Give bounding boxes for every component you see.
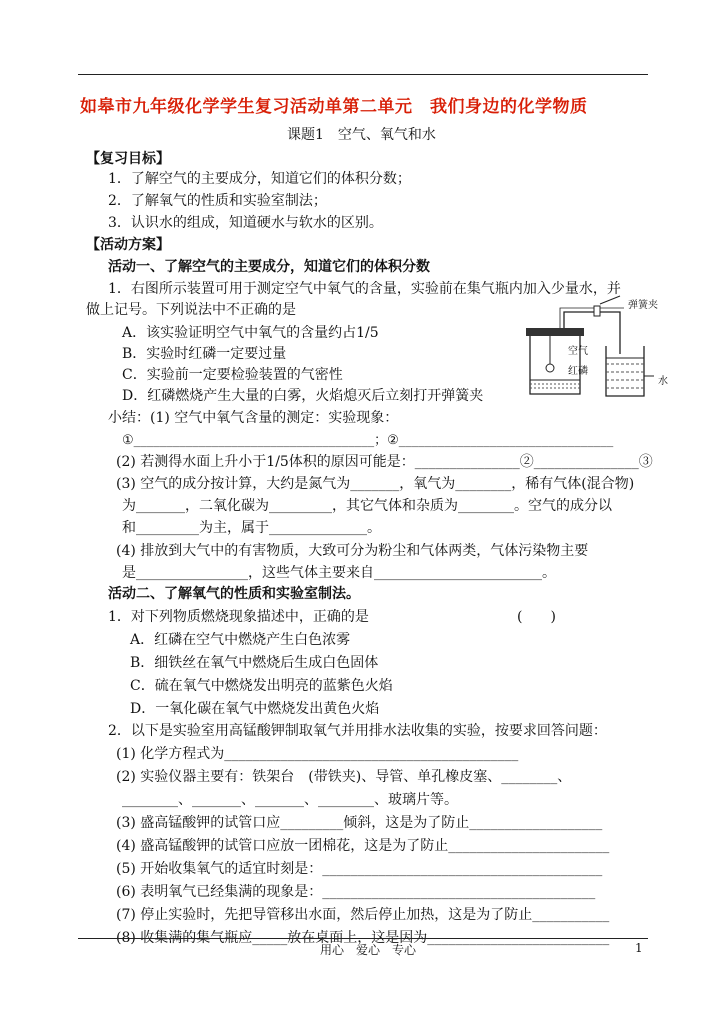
a1-summary: 和_________为主，属于______________。: [122, 520, 381, 536]
page-subtitle: 课题1 空气、氧气和水: [287, 127, 436, 143]
a1-question-line: 1．右图所示装置可用于测定空气中氧气的含量，实验前在集气瓶内加入少量水，并: [108, 281, 621, 297]
header-rule: [78, 74, 648, 75]
footer-text: 用心 爱心 专心: [320, 943, 417, 957]
a2-question: 1．对下列物质燃烧现象描述中，正确的是: [108, 609, 369, 625]
a2-question: 2．以下是实验室用高锰酸钾制取氧气并用排水法收集的实验，按要求回答问题：: [108, 723, 607, 739]
activity2-heading: 活动二、了解氧气的性质和实验室制法。: [108, 586, 360, 602]
a1-option: C．实验前一定要检验装置的气密性: [122, 367, 343, 383]
a2-item: (1) 化学方程式为__________________________________________: [116, 746, 519, 762]
a2-item: (5) 开始收集氧气的适宜时刻是：________________________________________: [116, 861, 603, 877]
figure-label-air: 空气: [568, 346, 588, 357]
a1-question-line: 做上记号。下列说法中不正确的是: [86, 302, 296, 318]
a2-item: (6) 表明氧气已经集满的现象是：_______________________________________: [116, 884, 596, 900]
plan-heading: 【活动方案】: [86, 237, 170, 253]
a2-item: (8) 收集满的集气瓶应_____放在桌面上，这是因为__________________________: [116, 930, 610, 946]
a2-option: D．一氧化碳在氧气中燃烧发出黄色火焰: [130, 701, 380, 717]
page-title: 如皋市九年级化学学生复习活动单第二单元 我们身边的化学物质: [80, 97, 588, 117]
a2-answer-paren: ( ): [517, 609, 556, 625]
a1-summary: ①_____________________________________；②_________________________________: [122, 433, 614, 448]
goals-heading: 【复习目标】: [86, 151, 170, 167]
a2-option: B．细铁丝在氧气中燃烧后生成白色固体: [130, 655, 379, 671]
a1-summary: 为_______，二氧化碳为_________，其它气体和杂质为________。空气的成分以: [122, 498, 612, 514]
goal-item: 3．认识水的组成，知道硬水与软水的区别。: [108, 215, 383, 231]
a2-item: ________、_______、_______、________、玻璃片等。: [122, 792, 458, 808]
a2-option: A．红磷在空气中燃烧产生白色浓雾: [130, 632, 351, 648]
a1-option: A．该实验证明空气中氧气的含量约占1/5: [122, 325, 379, 341]
a1-summary: (3) 空气的成分按计算，大约是氮气为_______，氧气为________，稀有气体(混合物): [116, 476, 635, 492]
a1-summary: 小结：(1) 空气中氧气含量的测定：实验现象：: [108, 410, 399, 426]
a1-summary: (2) 若测得水面上升小于1/5体积的原因可能是：_______________②_______________③: [116, 454, 653, 470]
figure-label-water: 水: [658, 376, 668, 387]
goal-item: 1．了解空气的主要成分，知道它们的体积分数；: [108, 171, 411, 187]
a2-item: (3) 盛高锰酸钾的试管口应_________倾斜，这是为了防止___________________: [116, 815, 603, 831]
a1-option: D．红磷燃烧产生大量的白雾，火焰熄灭后立刻打开弹簧夹: [122, 388, 484, 404]
a2-item: (4) 盛高锰酸钾的试管口应放一团棉花，这是为了防止_______________________: [116, 838, 610, 854]
a1-summary: (4) 排放到大气中的有害物质，大致可分为粉尘和气体两类，气体污染物主要: [116, 543, 589, 559]
figure-label-phosphorus: 红磷: [568, 366, 588, 377]
page-number: 1: [635, 941, 643, 955]
activity1-heading: 活动一、了解空气的主要成分，知道它们的体积分数: [108, 259, 430, 275]
a2-item: (2) 实验仪器主要有：铁架台 (带铁夹)、导管、单孔橡皮塞、________、: [116, 769, 572, 785]
a2-item: (7) 停止实验时，先把导管移出水面，然后停止加热，这是为了防止___________: [116, 907, 610, 923]
a2-option: C．硫在氧气中燃烧发出明亮的蓝紫色火焰: [130, 678, 393, 694]
a1-summary: 是________________，这些气体主要来自________________________。: [122, 565, 556, 581]
a1-option: B．实验时红磷一定要过量: [122, 346, 287, 362]
figure-label-spring-clip: 弹簧夹: [628, 300, 658, 311]
goal-item: 2．了解氧气的性质和实验室制法；: [108, 193, 327, 209]
footer-rule: [78, 938, 648, 939]
